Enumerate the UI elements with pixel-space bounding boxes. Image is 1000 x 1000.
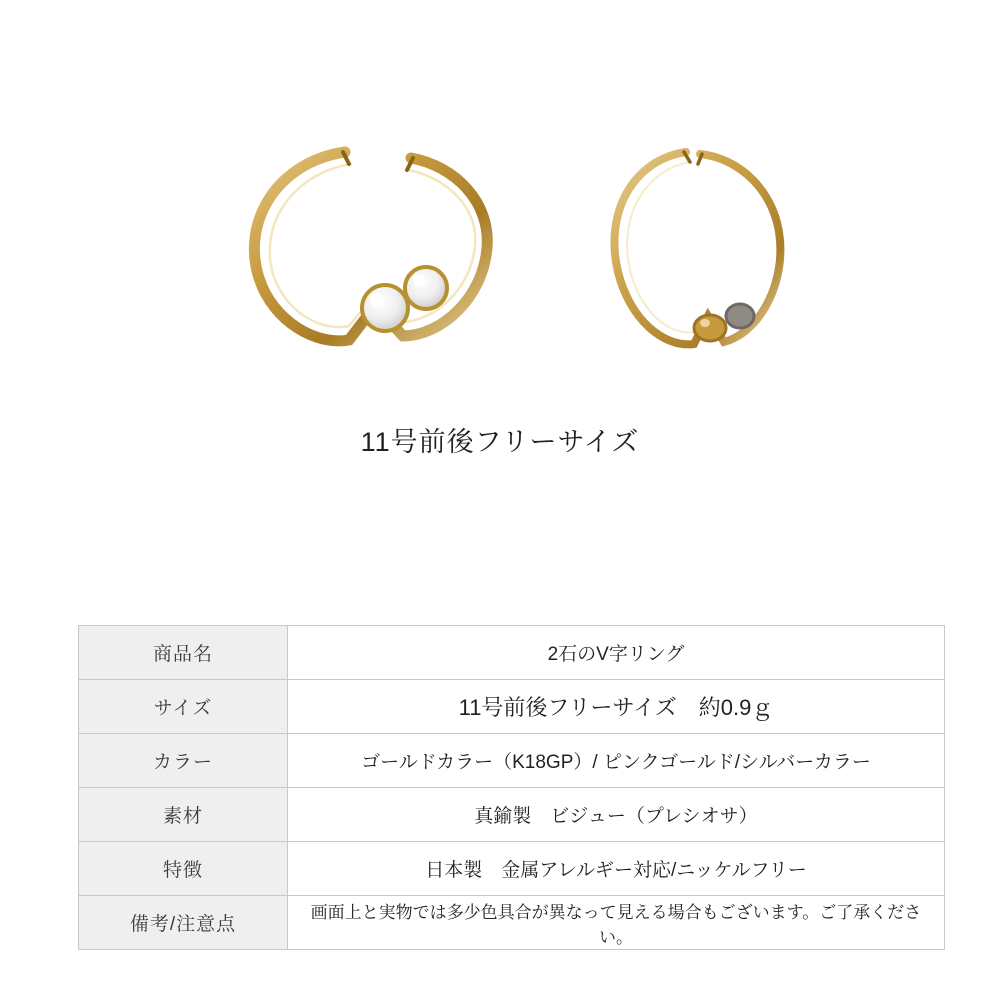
spec-value-material: 真鍮製 ビジュー（プレシオサ）: [288, 788, 945, 842]
table-row: [79, 626, 945, 680]
spec-label-size: サイズ: [79, 680, 288, 734]
table-row: [79, 788, 945, 842]
v-shape-ring-side-view: [590, 130, 810, 380]
size-caption: 11号前後フリーサイズ: [360, 427, 640, 457]
table-row: [79, 734, 945, 788]
table-row: [79, 896, 945, 950]
spec-label-material: 素材: [79, 788, 288, 842]
spec-value-color: ゴールドカラー（K18GP）/ ピンクゴールド/シルバーカラー: [288, 734, 945, 788]
ring-front-svg: [225, 130, 515, 380]
spec-value-size: 11号前後フリーサイズ 約0.9ｇ: [288, 680, 945, 734]
spec-label-color: カラー: [79, 734, 288, 788]
spec-label-notes: 備考/注意点: [79, 896, 288, 950]
spec-label-features: 特徴: [79, 842, 288, 896]
ring-side-svg: [590, 130, 810, 380]
table-row: [79, 680, 945, 734]
spec-label-product-name: 商品名: [79, 626, 288, 680]
product-spec-table: [78, 625, 945, 950]
spec-value-features: 日本製 金属アレルギー対応/ニッケルフリー: [288, 842, 945, 896]
table-row: [79, 842, 945, 896]
spec-value-notes: 画面上と実物では多少色具合が異なって見える場合もございます。ご了承ください。: [288, 896, 945, 950]
spec-value-product-name: 2石のV字リング: [288, 626, 945, 680]
v-shape-ring-front-view: [225, 130, 515, 380]
